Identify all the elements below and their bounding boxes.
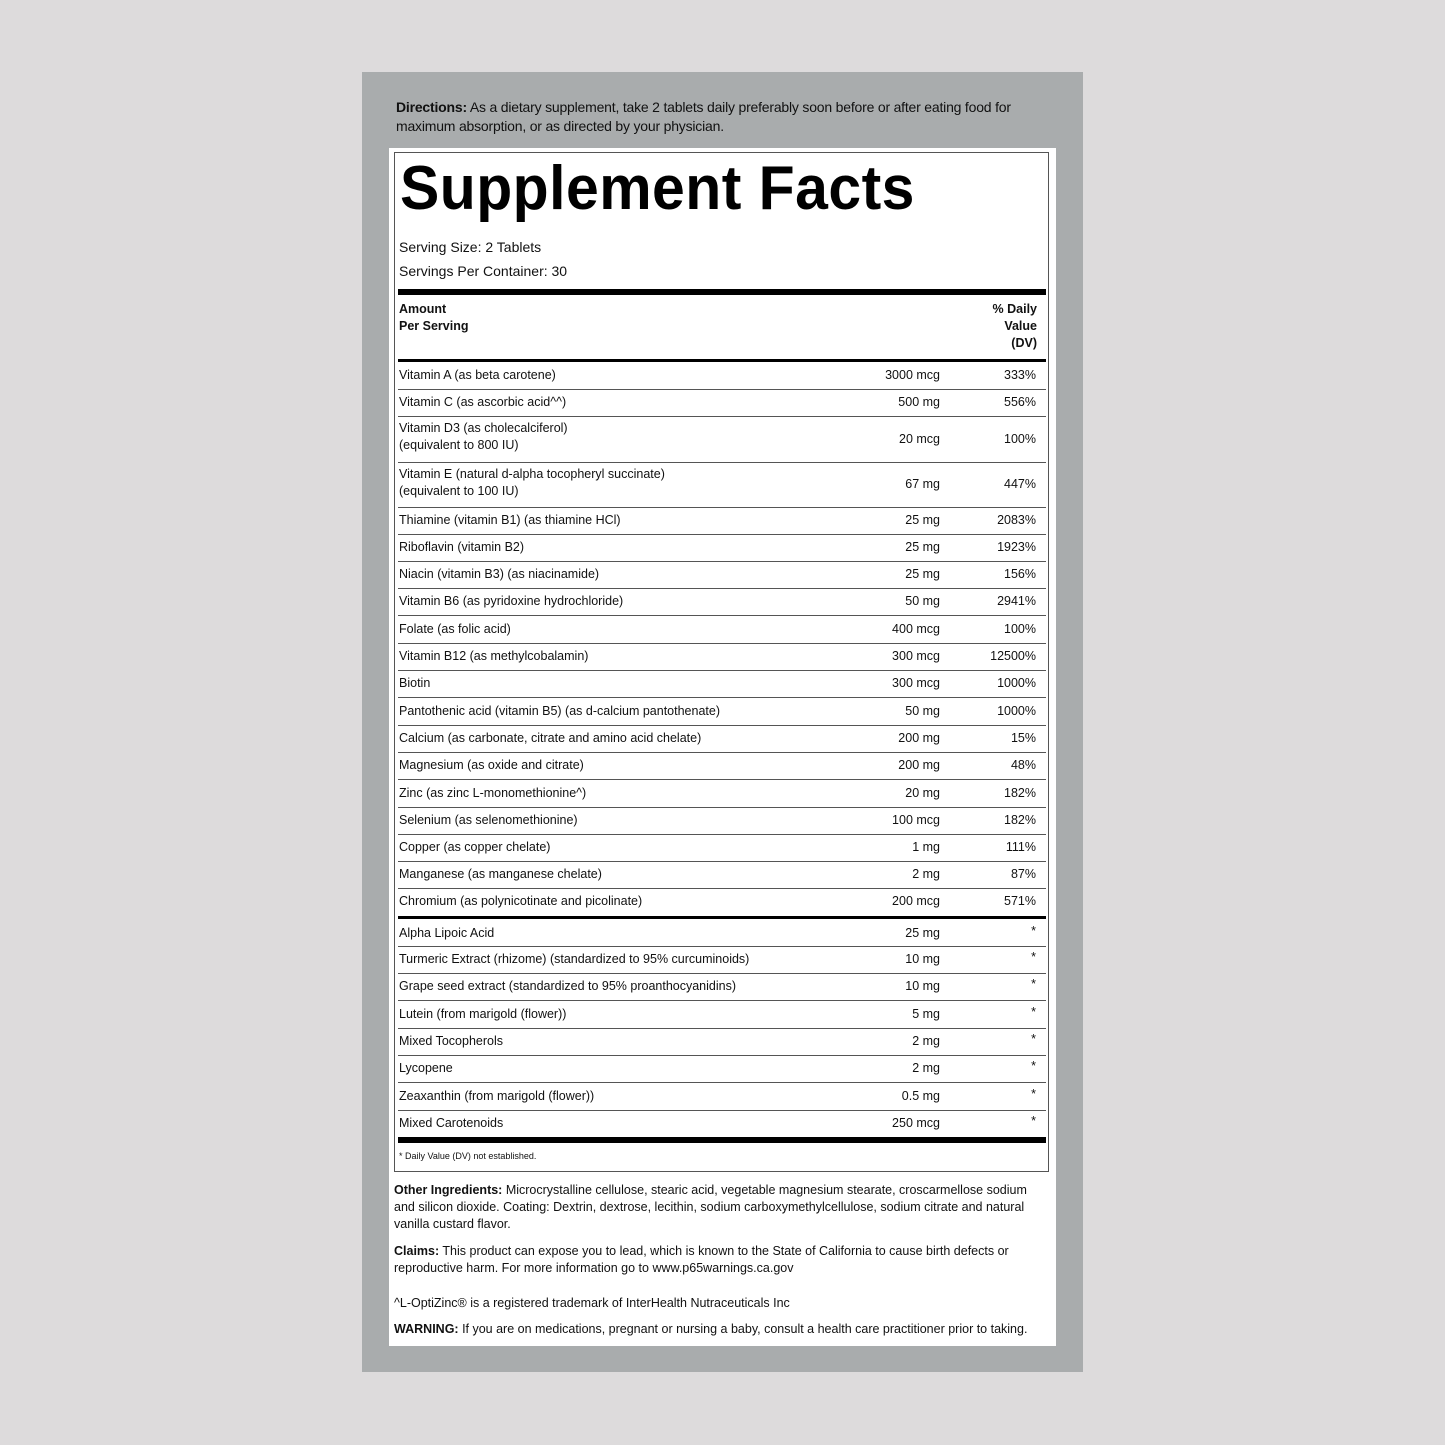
nutrient-name-line: Vitamin E (natural d-alpha tocopheryl succinate)	[399, 467, 665, 481]
nutrient-amount: 25 mg	[905, 540, 940, 554]
nutrient-daily-value: *	[1031, 950, 1036, 964]
nutrient-name-line: Turmeric Extract (rhizome) (standardized to 95% curcuminoids)	[399, 952, 750, 966]
header-daily: % Daily	[992, 302, 1037, 316]
other-ingredients	[394, 1182, 1044, 1233]
table-row	[398, 1110, 1046, 1136]
nutrient-name-line: Biotin	[399, 676, 431, 690]
table-row	[398, 534, 1046, 562]
table-row	[398, 834, 1046, 862]
nutrient-name	[399, 1115, 503, 1132]
nutrient-name	[399, 1060, 453, 1077]
table-row	[398, 507, 1046, 535]
nutrient-name-line: Pantothenic acid (vitamin B5) (as d-calcium pantothenate)	[399, 704, 720, 718]
table-row	[398, 1082, 1046, 1111]
serving-size: Serving Size: 2 Tablets	[399, 239, 542, 255]
nutrient-daily-value: 100%	[1004, 432, 1036, 446]
nutrient-name-line: Vitamin C (as ascorbic acid^^)	[399, 395, 567, 409]
nutrient-daily-value: 1923%	[997, 540, 1036, 554]
nutrient-daily-value: 15%	[1010, 731, 1036, 745]
nutrient-daily-value: 447%	[1004, 477, 1036, 491]
warning-text: If you are on medications, pregnant or nursing a baby, consult a health care practitioner prior to taking.	[462, 1322, 1028, 1336]
nutrient-daily-value: 156%	[1004, 567, 1036, 581]
nutrient-name	[399, 539, 524, 556]
nutrient-name	[399, 866, 602, 883]
header-per-serving: Per Serving	[399, 319, 469, 333]
table-row	[398, 389, 1046, 417]
nutrient-daily-value: 111%	[1005, 840, 1036, 854]
nutrient-name	[399, 394, 566, 411]
nutrient-name	[399, 675, 430, 692]
nutrient-daily-value: 12500%	[990, 649, 1036, 663]
table-row	[398, 1000, 1046, 1029]
nutrient-amount: 300 mcg	[892, 676, 940, 690]
claims-text: This product can expose you to lead, which is known to the State of California to cause birth defects or reproductive harm. For more information go to www.p65warnings.ca.gov	[394, 1244, 1009, 1275]
nutrient-amount: 25 mg	[905, 567, 940, 581]
nutrient-name	[399, 839, 550, 856]
nutrient-name	[399, 367, 556, 384]
nutrient-amount: 5 mg	[912, 1007, 940, 1021]
nutrient-amount: 50 mg	[905, 704, 940, 718]
divider-thick-bottom	[398, 1137, 1046, 1143]
table-row	[398, 807, 1046, 835]
nutrient-name-line: Zeaxanthin (from marigold (flower))	[399, 1089, 595, 1103]
table-row	[398, 725, 1046, 753]
divider-thick-top	[398, 289, 1046, 295]
nutrient-amount: 10 mg	[905, 979, 940, 993]
nutrient-name-line: (equivalent to 100 IU)	[399, 484, 519, 498]
nutrient-name-line: Alpha Lipoic Acid	[399, 926, 495, 940]
nutrient-name	[399, 420, 568, 454]
nutrient-name	[399, 648, 588, 665]
other-ingredients-label: Other Ingredients:	[394, 1183, 503, 1197]
nutrient-daily-value: 182%	[1004, 813, 1036, 827]
directions-text	[396, 98, 1046, 136]
nutrient-name	[399, 951, 749, 968]
other-ingredients-text: Microcrystalline cellulose, stearic acid, vegetable magnesium stearate, croscarmellose sodium and silicon dioxide. Coating: Dextrin, dextrose, lecithin, sodium carboxymethylcellulose, sodium citrate and natural vanilla custard flavor.	[394, 1183, 1027, 1231]
nutrient-name	[399, 593, 623, 610]
nutrient-name-line: Vitamin B6 (as pyridoxine hydrochloride)	[399, 594, 624, 608]
nutrient-daily-value: *	[1031, 1087, 1036, 1101]
nutrient-amount: 2 mg	[912, 1061, 940, 1075]
nutrient-name-line: Manganese (as manganese chelate)	[399, 867, 602, 881]
nutrient-name	[399, 566, 599, 583]
nutrient-name-line: (equivalent to 800 IU)	[399, 438, 519, 452]
footnote: * Daily Value (DV) not established.	[399, 1151, 537, 1161]
nutrient-daily-value: 100%	[1004, 622, 1036, 636]
nutrient-name-line: Vitamin D3 (as cholecalciferol)	[399, 421, 568, 435]
header-amount: Amount	[399, 302, 447, 316]
daily-value-header	[960, 301, 1037, 352]
table-row	[398, 1028, 1046, 1056]
table-row	[398, 752, 1046, 780]
nutrient-name-line: Lycopene	[399, 1061, 453, 1075]
nutrient-name	[399, 785, 586, 802]
nutrient-amount: 67 mg	[905, 477, 940, 491]
table-row	[398, 861, 1046, 889]
nutrient-name-line: Riboflavin (vitamin B2)	[399, 540, 525, 554]
table-row	[398, 615, 1046, 644]
header-dv: (DV)	[1011, 336, 1037, 350]
nutrient-amount: 500 mg	[898, 395, 940, 409]
nutrient-daily-value: 1000%	[997, 704, 1036, 718]
nutrient-daily-value: 571%	[1004, 894, 1036, 908]
nutrient-daily-value: *	[1031, 924, 1036, 938]
table-row	[398, 1055, 1046, 1083]
warning-label: WARNING:	[394, 1322, 459, 1336]
nutrient-name-line: Lutein (from marigold (flower))	[399, 1007, 567, 1021]
nutrient-amount: 0.5 mg	[901, 1089, 940, 1103]
table-row	[398, 697, 1046, 726]
nutrient-amount: 20 mg	[905, 786, 940, 800]
nutrient-amount: 200 mg	[898, 758, 940, 772]
nutrient-name-line: Calcium (as carbonate, citrate and amino acid chelate)	[399, 731, 702, 745]
table-row	[398, 670, 1046, 698]
nutrient-name-line: Folate (as folic acid)	[399, 622, 511, 636]
nutrient-daily-value: *	[1031, 1005, 1036, 1019]
nutrient-name	[399, 730, 701, 747]
nutrient-amount: 200 mg	[898, 731, 940, 745]
nutrient-daily-value: 1000%	[997, 676, 1036, 690]
nutrient-daily-value: 556%	[1004, 395, 1036, 409]
nutrient-amount: 2 mg	[912, 1034, 940, 1048]
nutrient-name-line: Mixed Tocopherols	[399, 1034, 503, 1048]
divider-other	[398, 916, 1046, 919]
nutrient-daily-value: 2941%	[997, 594, 1036, 608]
nutrient-amount: 400 mcg	[892, 622, 940, 636]
nutrient-daily-value: 48%	[1010, 758, 1036, 772]
table-row	[398, 946, 1046, 974]
nutrient-name	[399, 1088, 594, 1105]
nutrient-name	[399, 1033, 503, 1050]
claims	[394, 1243, 1044, 1277]
nutrient-name	[399, 978, 736, 995]
warning	[394, 1321, 1044, 1338]
nutrient-name	[399, 466, 665, 500]
nutrient-amount: 20 mcg	[899, 432, 940, 446]
header-value: Value	[1004, 319, 1037, 333]
directions-body: As a dietary supplement, take 2 tablets daily preferably soon before or after eating food for maximum absorption, or as directed by your physician.	[396, 99, 1011, 134]
nutrient-name-line: Vitamin B12 (as methylcobalamin)	[399, 649, 589, 663]
nutrient-amount: 25 mg	[905, 926, 940, 940]
nutrient-amount: 2 mg	[912, 867, 940, 881]
nutrient-name	[399, 925, 494, 942]
nutrient-name-line: Zinc (as zinc L-monomethionine^)	[399, 786, 587, 800]
nutrient-amount: 3000 mcg	[885, 368, 940, 382]
nutrient-name	[399, 1006, 566, 1023]
nutrient-daily-value: 87%	[1010, 867, 1036, 881]
table-row	[398, 973, 1046, 1001]
nutrient-daily-value: 333%	[1004, 368, 1036, 382]
table-row	[398, 561, 1046, 589]
nutrient-name	[399, 893, 642, 910]
table-row	[398, 888, 1046, 915]
nutrient-daily-value: *	[1031, 1114, 1036, 1128]
nutrient-amount: 250 mcg	[892, 1116, 940, 1130]
servings-per-container: Servings Per Container: 30	[399, 263, 568, 279]
nutrient-name	[399, 812, 578, 829]
table-row	[398, 362, 1046, 390]
nutrient-name-line: Magnesium (as oxide and citrate)	[399, 758, 584, 772]
claims-label: Claims:	[394, 1244, 440, 1258]
nutrient-daily-value: 182%	[1004, 786, 1036, 800]
directions-label: Directions:	[396, 99, 467, 115]
nutrient-name	[399, 512, 621, 529]
nutrient-amount: 1 mg	[912, 840, 940, 854]
nutrient-name-line: Vitamin A (as beta carotene)	[399, 368, 556, 382]
nutrient-amount: 200 mcg	[892, 894, 940, 908]
nutrient-name	[399, 621, 511, 638]
nutrient-amount: 100 mcg	[892, 813, 940, 827]
nutrient-name	[399, 703, 720, 720]
table-row	[398, 779, 1046, 808]
nutrient-name-line: Chromium (as polynicotinate and picolinate)	[399, 894, 643, 908]
nutrient-daily-value: *	[1031, 977, 1036, 991]
nutrient-amount: 50 mg	[905, 594, 940, 608]
nutrient-amount: 300 mcg	[892, 649, 940, 663]
nutrient-name-line: Copper (as copper chelate)	[399, 840, 551, 854]
nutrient-name-line: Thiamine (vitamin B1) (as thiamine HCl)	[399, 513, 621, 527]
amount-per-serving-header	[399, 301, 468, 335]
nutrient-name-line: Niacin (vitamin B3) (as niacinamide)	[399, 567, 600, 581]
table-row	[398, 462, 1046, 508]
nutrient-name	[399, 757, 584, 774]
nutrient-daily-value: 2083%	[997, 513, 1036, 527]
nutrient-name-line: Grape seed extract (standardized to 95% proanthocyanidins)	[399, 979, 736, 993]
supplement-facts-title: Supplement Facts	[400, 154, 915, 223]
table-row	[398, 643, 1046, 671]
nutrient-amount: 25 mg	[905, 513, 940, 527]
nutrient-daily-value: *	[1031, 1059, 1036, 1073]
trademark-note: ^L-OptiZinc® is a registered trademark of InterHealth Nutraceuticals Inc	[394, 1296, 790, 1310]
table-row	[398, 416, 1046, 463]
table-row	[398, 588, 1046, 616]
table-row	[398, 920, 1046, 947]
nutrient-amount: 10 mg	[905, 952, 940, 966]
nutrient-name-line: Mixed Carotenoids	[399, 1116, 504, 1130]
nutrient-daily-value: *	[1031, 1032, 1036, 1046]
nutrient-name-line: Selenium (as selenomethionine)	[399, 813, 578, 827]
